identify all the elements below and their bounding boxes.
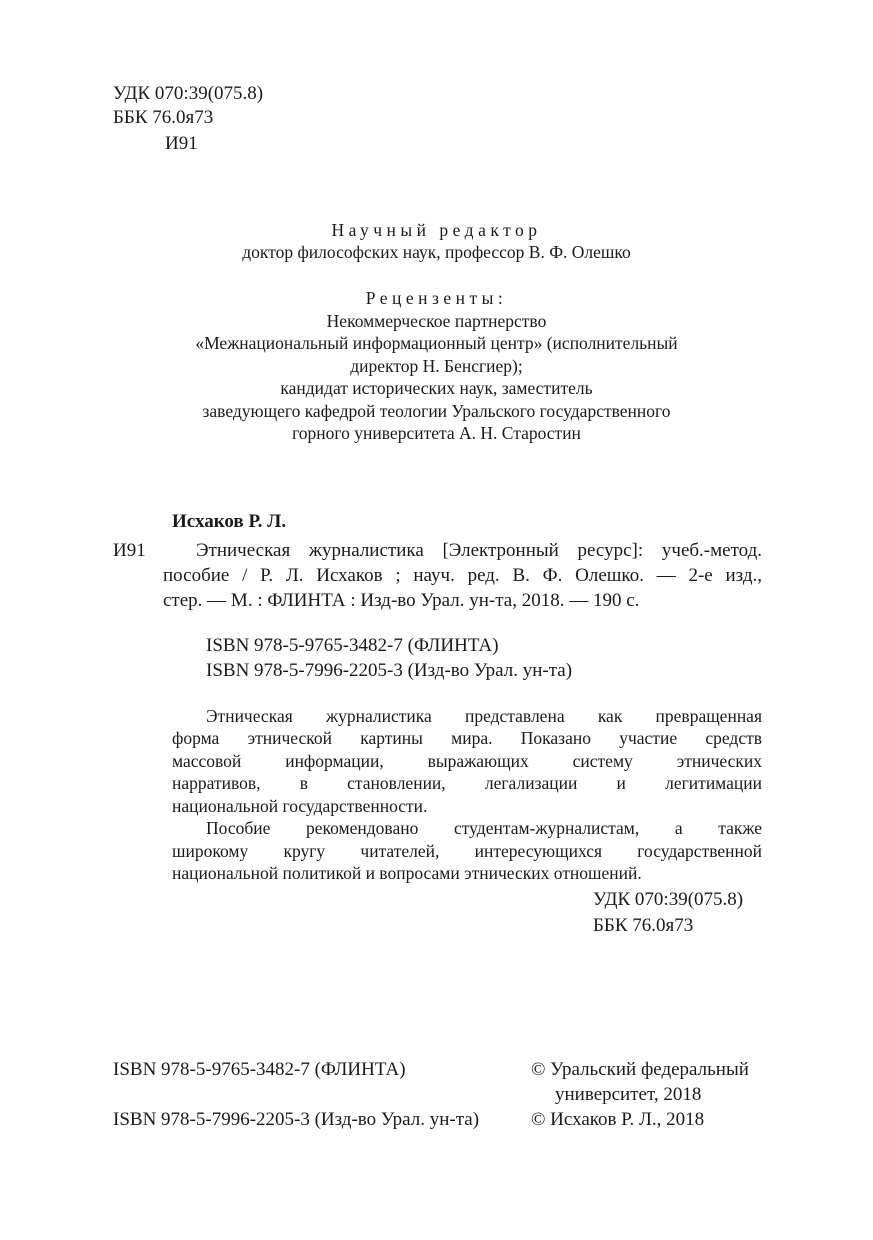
abstract-line: нарративов, в становлении, легализации и легитимации [172,773,762,793]
reviewers-heading: Рецензенты: [365,288,508,308]
copyright-university-year: университет, 2018 [555,1084,702,1105]
catalog-isbn: ISBN 978-5-9765-3482-7 (ФЛИНТА) [206,635,499,656]
catalog-description-line: Этническая журналистика [Электронный ресурс]: учеб.-метод. [196,540,762,561]
catalog-isbn: ISBN 978-5-7996-2205-3 (Изд-во Урал. ун-та) [206,660,573,681]
catalog-author-mark: И91 [113,540,146,561]
abstract-line: Этническая журналистика представлена как превращенная [206,706,762,726]
editor-heading: Научный редактор [331,220,542,240]
abstract-line: широкому кругу читателей, интересующихся государственной [172,841,762,861]
reviewer-line: горного университета А. Н. Старостин [292,423,581,443]
bbk-abstract: ББК 76.0я73 [593,915,694,936]
author-mark-header: И91 [165,133,198,154]
reviewer-line: Некоммерческое партнерство [326,311,547,331]
copyright-university: © Уральский федеральный [531,1059,749,1080]
reviewer-line: директор Н. Бенсгиер); [350,356,523,376]
catalog-author: Исхаков Р. Л. [172,511,287,532]
abstract-line: Пособие рекомендовано студентам-журналистам, а также [206,818,762,838]
reviewer-line: кандидат исторических наук, заместитель [280,378,593,398]
bbk-header: ББК 76.0я73 [113,107,214,128]
reviewer-line: заведующего кафедрой теологии Уральского государственного [202,401,671,421]
editor-name: доктор философских наук, профессор В. Ф. Олешко [242,242,631,262]
udk-header: УДК 070:39(075.8) [113,83,264,104]
udk-abstract: УДК 070:39(075.8) [593,889,744,910]
abstract-line: национальной политикой и вопросами этнических отношений. [172,863,642,883]
footer-isbn: ISBN 978-5-7996-2205-3 (Изд-во Урал. ун-та) [113,1109,480,1130]
catalog-description-line: стер. — М. : ФЛИНТА : Изд-во Урал. ун-та, 2018. — 190 с. [163,590,640,611]
abstract-line: национальной государственности. [172,796,428,816]
footer-isbn: ISBN 978-5-9765-3482-7 (ФЛИНТА) [113,1059,406,1080]
abstract-line: массовой информации, выражающих систему этнических [172,751,762,771]
copyright-author: © Исхаков Р. Л., 2018 [531,1109,705,1130]
reviewer-line: «Межнациональный информационный центр» (исполнительный [195,333,678,353]
catalog-description-line: пособие / Р. Л. Исхаков ; науч. ред. В. Ф. Олешко. — 2-е изд., [163,565,762,586]
abstract-line: форма этнической картины мира. Показано участие средств [172,728,762,748]
